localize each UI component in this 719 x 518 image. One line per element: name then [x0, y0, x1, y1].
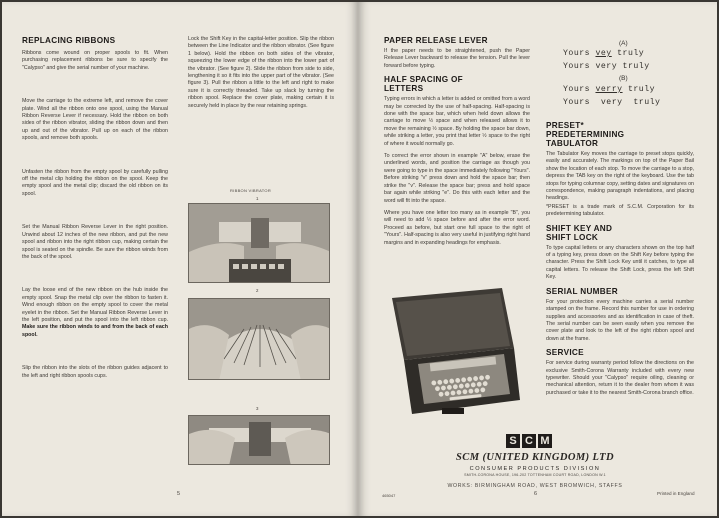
company-address: SMITH-CORONA HOUSE, 196-202 TOTTENHAM COURT ROAD, LONDON W.1: [464, 473, 606, 477]
works-address: WORKS: BIRMINGHAM ROAD, WEST BROMWICH, STAFFS: [447, 483, 623, 489]
example-b-label: (B): [619, 75, 628, 82]
right-page-right-column: [546, 121, 694, 402]
division-name: CONSUMER PRODUCTS DIVISION: [469, 466, 601, 472]
manual-spread: [2, 2, 717, 516]
figure-number-2: 2: [256, 288, 259, 293]
loose-end-text: Lay the loose end of the new ribbon on the hub inside the empty spool. Snap the metal clip over the ribbon to fasten it. Wind enough ribbon on the empty spool to cover the metal eyelet in the ribbon. Set the Manual Ribbon Reverse Lever in the left position, and put the spool into the left ribbon cup.: [22, 287, 168, 323]
loose-end-paragraph: [22, 287, 168, 339]
service-text: For service during warranty period follow the directions on the exclusive Smith-Corona Warranty included with every new typewriter. Should your "Calypso" require oiling, cleaning or mechanical attention, return it to the dealer from whom it was purchased or take it to the nearest Smith-Corona branch office.: [546, 360, 694, 396]
half-spacing-p3: Where you have one letter too many as in example "B", you will need to add ½ space before and after the error word. Proceed as before, but start one full space to the right of "Yours". Half-spacing is also very useful in justifying right hand margins and in expanding headings for emphasis.: [384, 209, 530, 246]
company-name: SCM (UNITED KINGDOM) LTD: [456, 452, 614, 463]
shift-key-text: To type capital letters or any characters shown on the top half of a typing key, press down on the Shift Key before typing the character. Press the Shift Lock Key until it catches, to type all capital letters. To release the Shift Lock, press the left Shift Key.: [546, 244, 694, 281]
half-spacing-heading: HALF SPACING OF LETTERS: [384, 75, 463, 94]
paper-release-text: If the paper needs to be straightened, push the Paper Release Lever backward to release the tension. Pull the lever forward before typing.: [384, 48, 530, 69]
ribbon-vibrator-caption: RIBBON VIBRATOR: [230, 188, 272, 193]
service-heading: SERVICE: [546, 348, 584, 358]
intro-paragraph: Ribbons come wound on proper spools to fit. When purchasing replacement ribbons be sure to specify the "Calypso" and give the serial number of your machine.: [22, 50, 168, 71]
preset-note: *PRESET is a trade mark of S.C.M. Corporation for its predetermining tabulator.: [546, 203, 694, 218]
shift-key-heading: SHIFT KEY AND SHIFT LOCK: [546, 223, 613, 242]
print-code: 465047: [382, 493, 396, 498]
example-a-line2: Yours very truly: [563, 62, 650, 71]
ribbon-threading-illustration: [189, 416, 330, 465]
right-page: [358, 2, 717, 516]
figure-number-1: 1: [256, 196, 259, 201]
ribbon-guides-paragraph: Slip the ribbon into the slots of the ribbon guides adjacent to the left and right ribbon spools cups.: [22, 365, 168, 379]
example-b-line1: Yours verry truly: [563, 85, 656, 94]
shift-key-paragraph: Lock the Shift Key in the capital-letter position. Slip the ribbon between the Line Indicator and the ribbon vibrator. (See figure 1 below). Hold the ribbon on both sides of the vibrator, squeezing the lower edge of the ribbon into the lower part of the vibrator. (See figure 2). Slide the ribbon from side to side, lengthening it so it fits into the upper part of the vibrator. (See figure 3). Pull the ribbon a little to the left and right to make sure it is correctly threaded. Take up slack by turning the ribbon spool. Replace the cover plate, making certain it is securely held in place by the rear retaining springs.: [188, 36, 334, 109]
logo-letter-c: C: [522, 434, 536, 448]
figure-number-3: 3: [256, 406, 259, 411]
preset-text: The Tabulator Key moves the carriage to preset stops quickly, easily and accurately. The markings on top of the Paper Bail show the location of each stop. To move the carriage to a stop, depress the TAB key on the right of the keyboard. Use the tab stops for typing columnar copy, setting dates and signatures on correspondence, making paragraph indentations, and placing headings.: [546, 151, 695, 202]
error-word-vey: vey: [595, 49, 612, 58]
serial-number-text: For your protection every machine carries a serial number stamped on the frame. Record this number for use in ordering supplies and accessories and as identification in case of theft. The serial number can be seen easily when you remove the cover plate and look to the left of the right ribbon spool and down at the frame.: [546, 298, 694, 342]
example-a-line1: Yours vey truly: [563, 49, 645, 58]
calypso-typewriter-image: [382, 288, 524, 423]
reverse-lever-paragraph: Set the Manual Ribbon Reverse Lever in the right position. Unwind about 12 inches of the new ribbon, and put the new spool and ribbon into the right ribbon cup, making certain the spool is seated on the spindle. Be sure the ribbon winds from the back of the spool.: [22, 224, 168, 260]
figure-2-photo: [188, 298, 330, 380]
right-page-number: 6: [534, 491, 538, 497]
logo-letter-s: S: [506, 434, 520, 448]
left-page-number: 5: [177, 491, 181, 497]
unfasten-paragraph: Unfasten the ribbon from the empty spool by carefully pulling off the metal clip holding the ribbon on the spool. Keep the empty spool and the metal clip; discard the old ribbon on its spool.: [22, 168, 168, 197]
scm-logo: [506, 434, 552, 448]
right-page-left-column: [384, 36, 530, 252]
half-spacing-p2: To correct the error shown in example "A" below, erase the underlined words, and position the carriage as though you were going to type in the space immediately following "Yours". Before striking "v" press down and hold the space bar; then strike the "v". Release the space bar; press and hold space bar again while striking "e". Do this with each letter and the word will fit into the space.: [384, 153, 530, 204]
typewriter-hands-illustration: [189, 204, 330, 283]
vibrator-closeup-illustration: [189, 299, 330, 380]
figure-1-photo: [188, 203, 330, 283]
replacing-ribbons-heading: REPLACING RIBBONS: [22, 36, 116, 45]
paper-release-heading: PAPER RELEASE LEVER: [384, 36, 488, 45]
left-column: [22, 36, 168, 387]
printed-in-england: Printed in England: [657, 491, 695, 496]
serial-number-heading: SERIAL NUMBER: [546, 286, 618, 296]
remove-ribbon-paragraph: Move the carriage to the extreme left, and remove the cover plate. Wind all the ribbon onto one spool, using the Manual Ribbon Reverse Lever if necessary. Hold the ribbon on both sides of the ribbon vibrator, sliding the ribbon down and then up and out of the vibrator. Pull up on each of the ribbon spools, and remove both spools.: [22, 98, 168, 142]
preset-heading: PRESET* PREDETERMINING TABULATOR: [546, 121, 625, 148]
figure-3-photo: [188, 415, 330, 465]
half-spacing-p1: Typing errors in which a letter is added or omitted from a word may be corrected by the use of half-spacing. Half-spacing is done with the space bar, which when held down allows the carriage to move ½ space and when released allows it to move the remaining ½ space. By holding the space bar down, while striking a letter, you print that letter ½ space to the right of where it would normally go.: [384, 96, 530, 147]
bold-note: Make sure the ribbon winds to and from the back of each spool.: [22, 324, 168, 338]
error-word-verry: verry: [595, 85, 623, 94]
right-column: [188, 36, 334, 117]
example-b-line2: Yours very truly: [563, 98, 661, 107]
left-page: [2, 2, 358, 516]
example-a-label: (A): [619, 40, 628, 47]
logo-letter-m: M: [538, 434, 552, 448]
